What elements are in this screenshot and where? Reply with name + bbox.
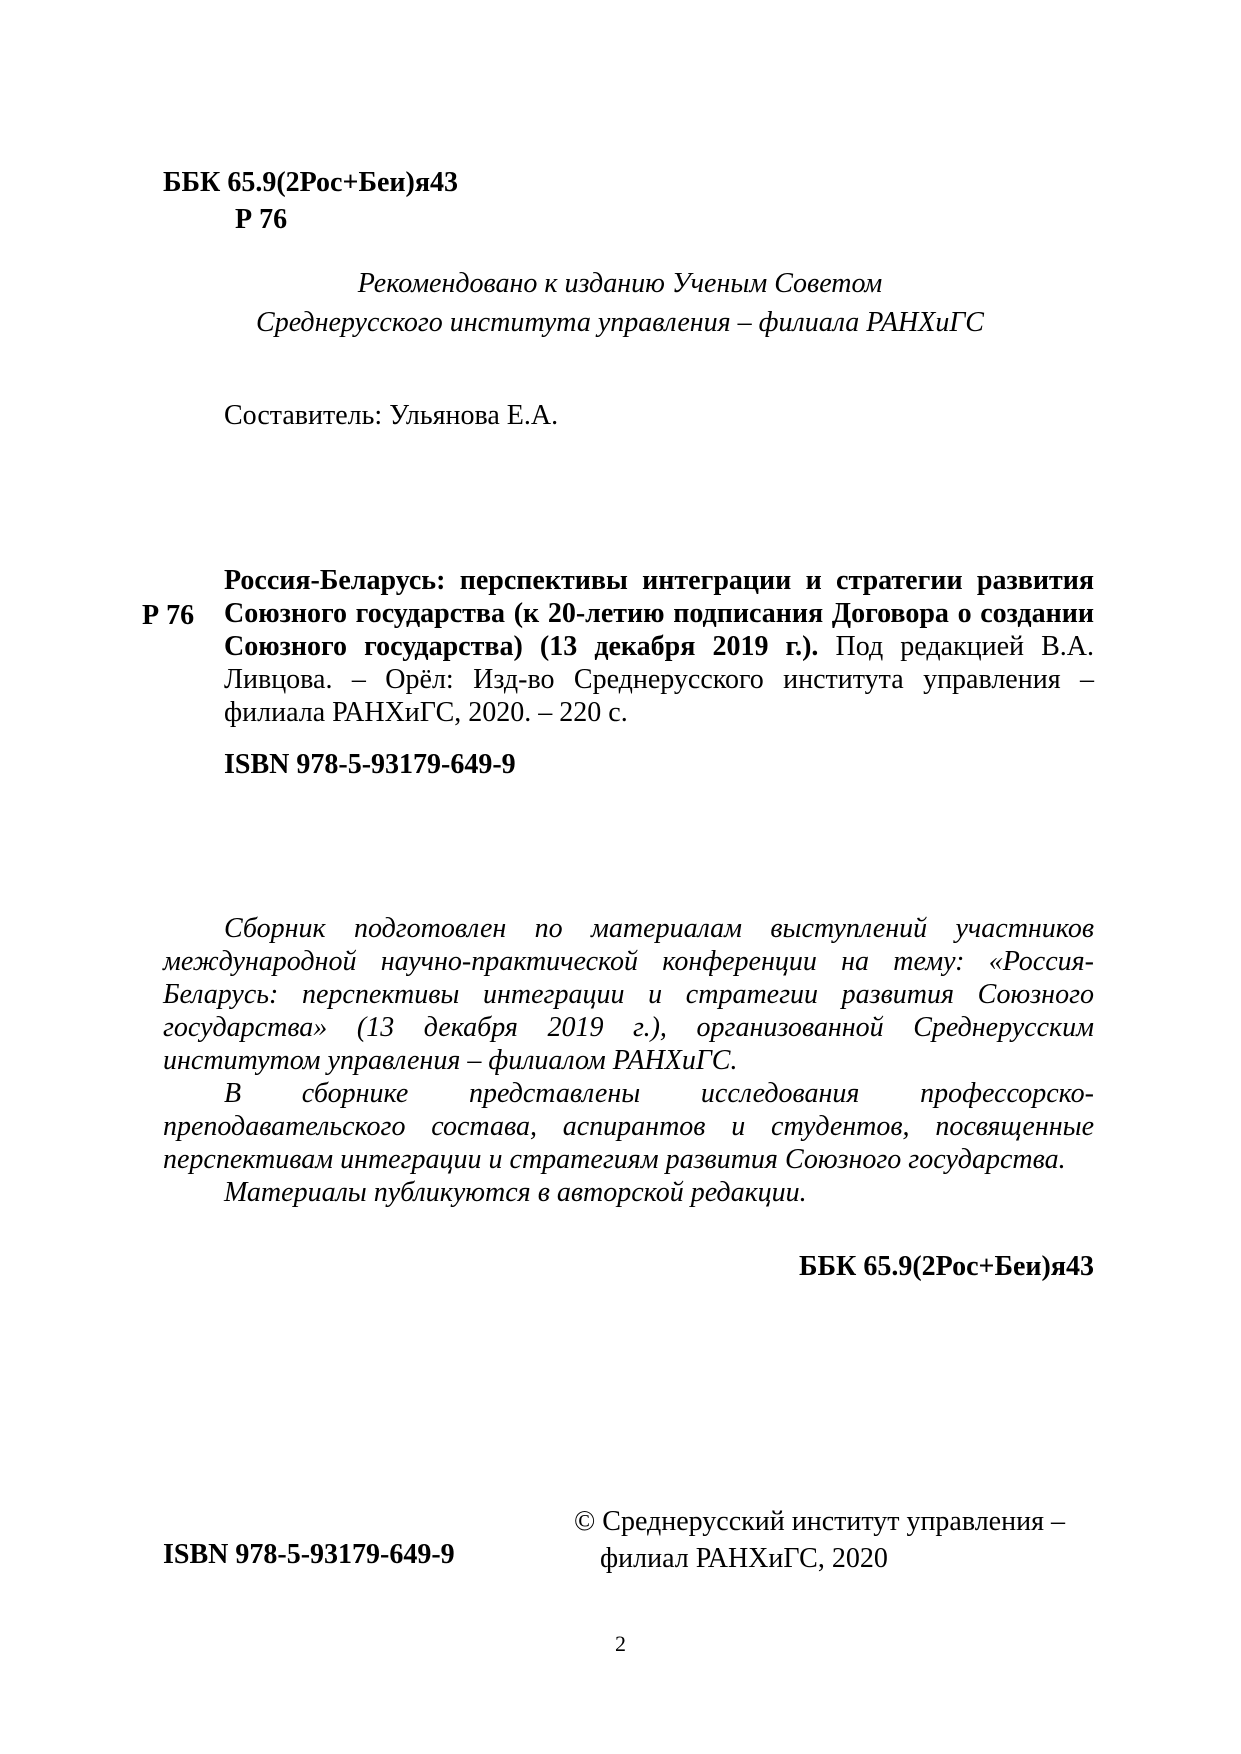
publication-details: Под редакцией В.А. Ливцова. – Орёл: Изд-во Среднерусского института управления – филиала РАНХиГС, 2020. – 220 с. [224,631,1095,728]
bbk-header [163,164,458,238]
author-mark: Р 76 [235,204,288,235]
bbk-code: ББК 65.9(2Рос+Беи)я43 [163,167,458,198]
book-title: Россия-Беларусь: перспективы интеграции и стратегии развития Союзного государства (к 20-летию подписания Договора о создании Союзного государства) (13 декабря 2019 г.). [224,565,1094,662]
bbk-footer-code: ББК 65.9(2Рос+Беи)я43 [799,1251,1094,1282]
annotation-paragraph: Сборник подготовлен по материалам выступлений участников международной научно-практической конференции на тему: «Россия-Беларусь: перспективы интеграции и стратегии развития Союзного государства» (13 декабря 2019 г.), организованной Среднерусским институтом управления – филиалом РАНХиГС. [163,913,1094,1076]
side-author-mark: Р 76 [142,600,195,631]
annotation-paragraph: В сборнике представлены исследования профессорско-преподавательского состава, аспирантов и студентов, посвященные перспективам интеграции и стратегиям развития Союзного государства. [163,1078,1094,1175]
isbn-record: ISBN 978-5-93179-649-9 [224,749,516,780]
bibliographic-record [224,564,1094,729]
copyright [574,1503,1065,1577]
recommendation-line-2: Среднерусского института управления – филиала РАНХиГС [256,307,984,338]
annotation [163,912,1094,1209]
copyright-line-1: © Среднерусский институт управления – [574,1506,1065,1537]
recommendation-line-1: Рекомендовано к изданию Ученым Советом [357,268,883,299]
recommendation [200,264,1040,342]
annotation-paragraph: Материалы публикуются в авторской редакции. [224,1177,807,1208]
compiler: Составитель: Ульянова Е.А. [224,400,559,431]
copyright-line-2: филиал РАНХиГС, 2020 [600,1543,888,1574]
isbn-footer: ISBN 978-5-93179-649-9 [163,1539,455,1570]
page-number: 2 [615,1631,626,1656]
